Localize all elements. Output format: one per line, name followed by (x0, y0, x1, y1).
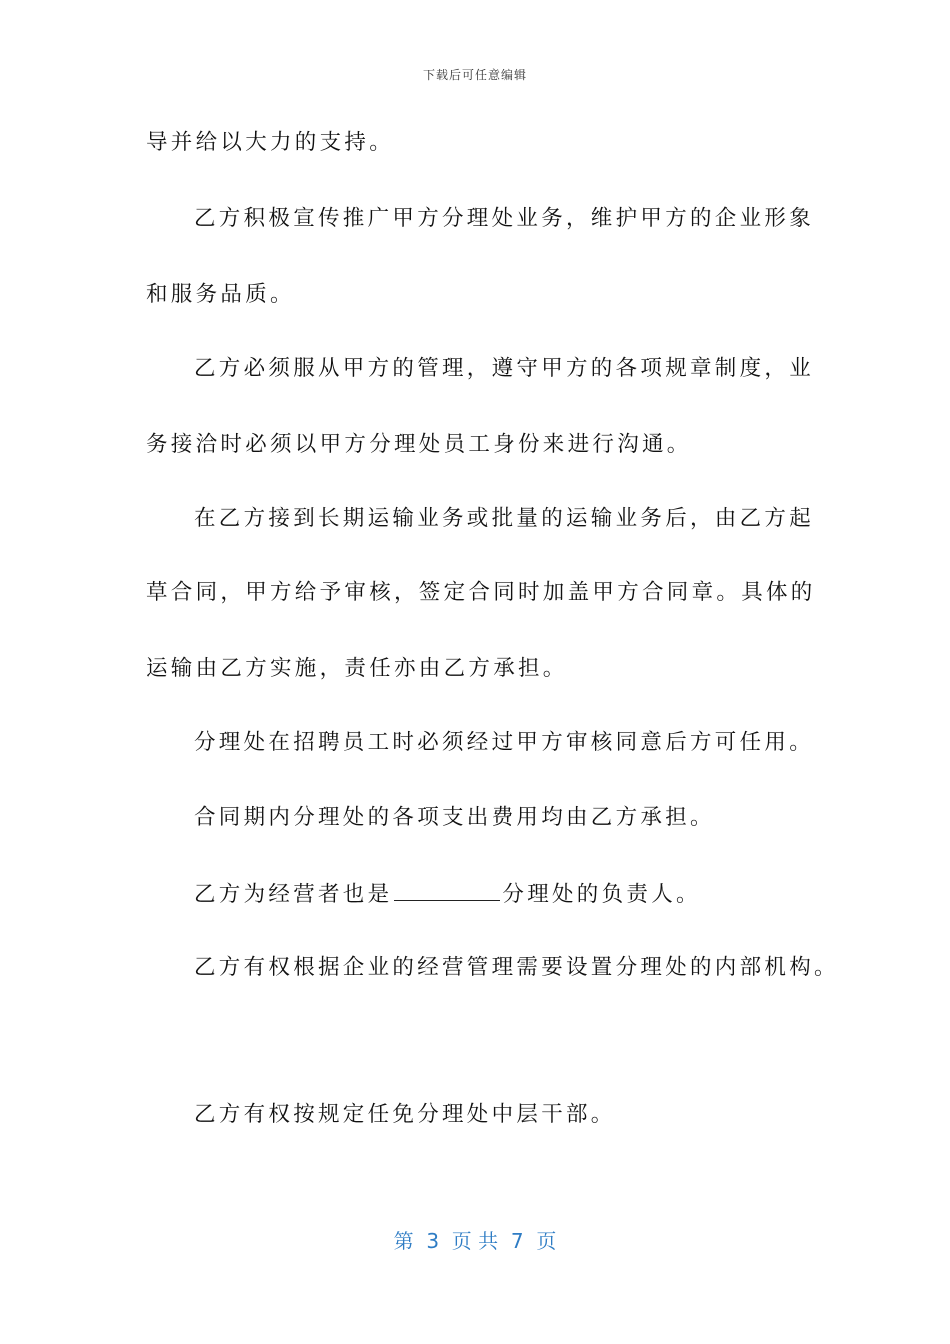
paragraph-line: 导并给以大力的支持。 (146, 130, 395, 155)
paragraph-line: 务接洽时必须以甲方分理处员工身份来进行沟通。 (146, 432, 692, 457)
paragraph-line: 和服务品质。 (146, 282, 295, 307)
paragraph-line: 在乙方接到长期运输业务或批量的运输业务后，由乙方起 (194, 506, 815, 531)
paragraph-line: 分理处在招聘员工时必须经过甲方审核同意后方可任用。 (194, 730, 815, 755)
paragraph-line-with-blank (194, 878, 701, 910)
fill-in-blank (394, 878, 500, 901)
line-text-before-blank: 乙方为经营者也是 (194, 882, 393, 907)
page-number-footer: 第 3 页 共 7 页 (393, 1229, 557, 1253)
paragraph-line: 乙方必须服从甲方的管理，遵守甲方的各项规章制度，业 (194, 356, 815, 381)
paragraph-line: 草合同，甲方给予审核，签定合同时加盖甲方合同章。具体的 (146, 580, 816, 605)
paragraph-line: 乙方有权根据企业的经营管理需要设置分理处的内部机构。 (194, 955, 839, 980)
line-text-after-blank: 分理处的负责人。 (502, 882, 701, 907)
paragraph-line: 乙方有权按规定任免分理处中层干部。 (194, 1102, 616, 1127)
paragraph-line: 合同期内分理处的各项支出费用均由乙方承担。 (194, 805, 715, 830)
paragraph-line: 运输由乙方实施，责任亦由乙方承担。 (146, 656, 568, 681)
paragraph-line: 乙方积极宣传推广甲方分理处业务，维护甲方的企业形象 (194, 206, 815, 231)
page-header-note: 下载后可任意编辑 (422, 68, 527, 82)
